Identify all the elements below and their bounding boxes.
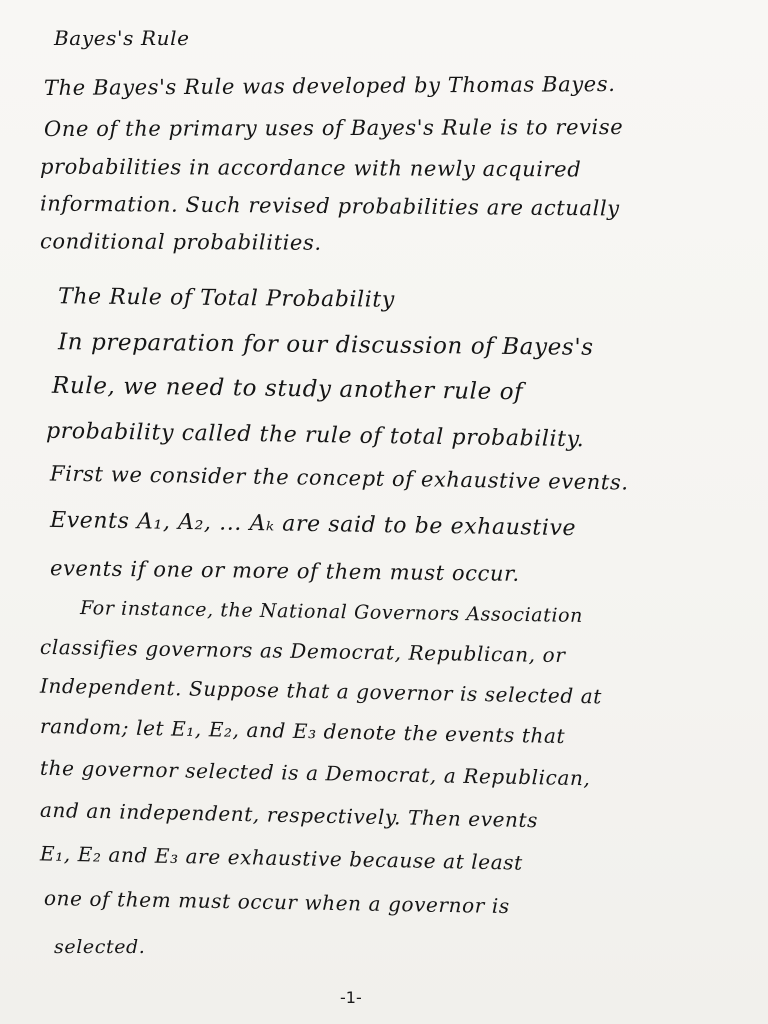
body-line-8: classifies governors as Democrat, Republican, or [39, 634, 566, 668]
intro-line-5: conditional probabilities. [39, 229, 322, 255]
body-line-2: Rule, we need to study another rule of [51, 372, 524, 406]
body-line-14: one of them must occur when a governor is [43, 885, 510, 919]
body-line-11: the governor selected is a Democrat, a Republican, [39, 755, 591, 791]
body-line-9: Independent. Suppose that a governor is selected at [39, 673, 603, 709]
page-number: -1- [340, 988, 362, 1007]
intro-line-2: One of the primary uses of Bayes's Rule is to revise [43, 114, 624, 142]
intro-line-1: The Bayes's Rule was developed by Thomas Bayes. [43, 72, 616, 100]
body-line-3: probability called the rule of total probability. [45, 418, 585, 453]
intro-line-4: information. Such revised probabilities are actually [39, 191, 620, 221]
body-line-10: random; let E₁, E₂, and E₃ denote the events that [39, 713, 566, 749]
body-line-5: Events A₁, A₂, ... Aₖ are said to be exhaustive [49, 507, 577, 542]
body-line-12: and an independent, respectively. Then events [39, 797, 539, 833]
body-line-6: events if one or more of them must occur. [49, 556, 520, 586]
body-line-4: First we consider the concept of exhaustive events. [49, 461, 629, 495]
body-line-1: In preparation for our discussion of Bayes's [57, 329, 594, 361]
page-title: Bayes's Rule [54, 26, 190, 50]
body-line-7: For instance, the National Governors Association [79, 597, 584, 627]
intro-line-3: probabilities in accordance with newly acquired [39, 154, 582, 182]
body-line-15: selected. [54, 936, 146, 958]
body-line-13: E₁, E₂ and E₃ are exhaustive because at least [39, 841, 523, 875]
section-title: The Rule of Total Probability [57, 284, 395, 313]
